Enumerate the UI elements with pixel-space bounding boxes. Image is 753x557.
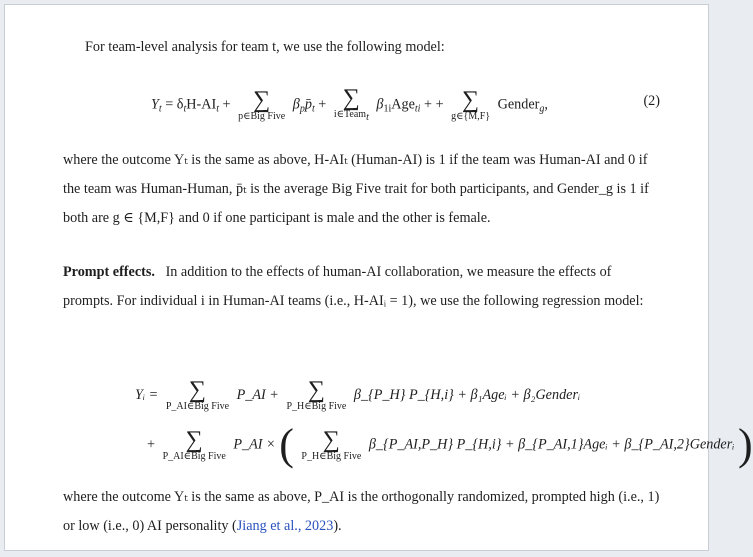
section-heading: Prompt effects. — [63, 264, 155, 280]
paragraph-2: Prompt effects. In addition to the effects of human-AI collaboration, we measure the effects of prompts. For individual i in Human-AI teams (i.e., H-AIᵢ = 1), we use the following regression model: — [63, 264, 644, 309]
sum-operator: ∑ P_H∈Big Five — [286, 377, 347, 412]
intro-text: For team-level analysis for team t, we use the following model: — [85, 39, 445, 55]
equation-3-line-1: Yᵢ = ∑ P_AI∈Big Five P_AI + ∑ P_H∈Big Five β_{P_H} P_{H,i} + β₁Ageᵢ + β₂Genderᵢ — [135, 377, 581, 412]
sum-operator: ∑ g∈{M,F} — [451, 86, 491, 122]
citation-link[interactable]: Jiang et al., 2023 — [236, 518, 334, 534]
sum-operator: ∑ P_AI∈Big Five — [162, 426, 226, 462]
equation-3-line-2: + ∑ P_AI∈Big Five P_AI × ( ∑ P_H∈Big Five β_{P_AI,P_H} P_{H,i} + β_{P_AI,1}Ageᵢ + β_{P_AI,2}Genderᵢ ) — [147, 420, 753, 469]
sum-operator: ∑ P_H∈Big Five — [301, 426, 362, 462]
sum-operator: ∑ P_AI∈Big Five — [165, 377, 230, 412]
paragraph-3: where the outcome Yₜ is the same as above, P_AI is the orthogonally randomized, prompted high (i.e., 1) or low (i.e., 0) AI personality (Jiang et al., 2023). — [63, 489, 660, 534]
paper-page — [4, 4, 753, 551]
equation-number: (2) — [643, 93, 660, 109]
equation-2: $Y_t = \delta_tH-AI_t$ + ∑ p∈Big Five $\beta_pp̄_t$ + ∑ i∈Team$_t$ $\beta_{1i}Age_{ti}$ + + ∑ g∈{M,F} Gender$_g$, — [151, 85, 548, 123]
paragraph-1: where the outcome Yₜ is the same as above, H-AIₜ (Human-AI) is 1 if the team was Human-AI and 0 if the team was Human-Human, p̄ₜ is the average Big Five trait for both participants, and Gender_g is 1 if both are g ∈ {M,F} and 0 if one participant is male and the other is female. — [63, 152, 649, 226]
sum-operator: ∑ p∈Big Five — [238, 86, 286, 122]
sum-operator: ∑ i∈Team$_t$ — [333, 85, 369, 123]
